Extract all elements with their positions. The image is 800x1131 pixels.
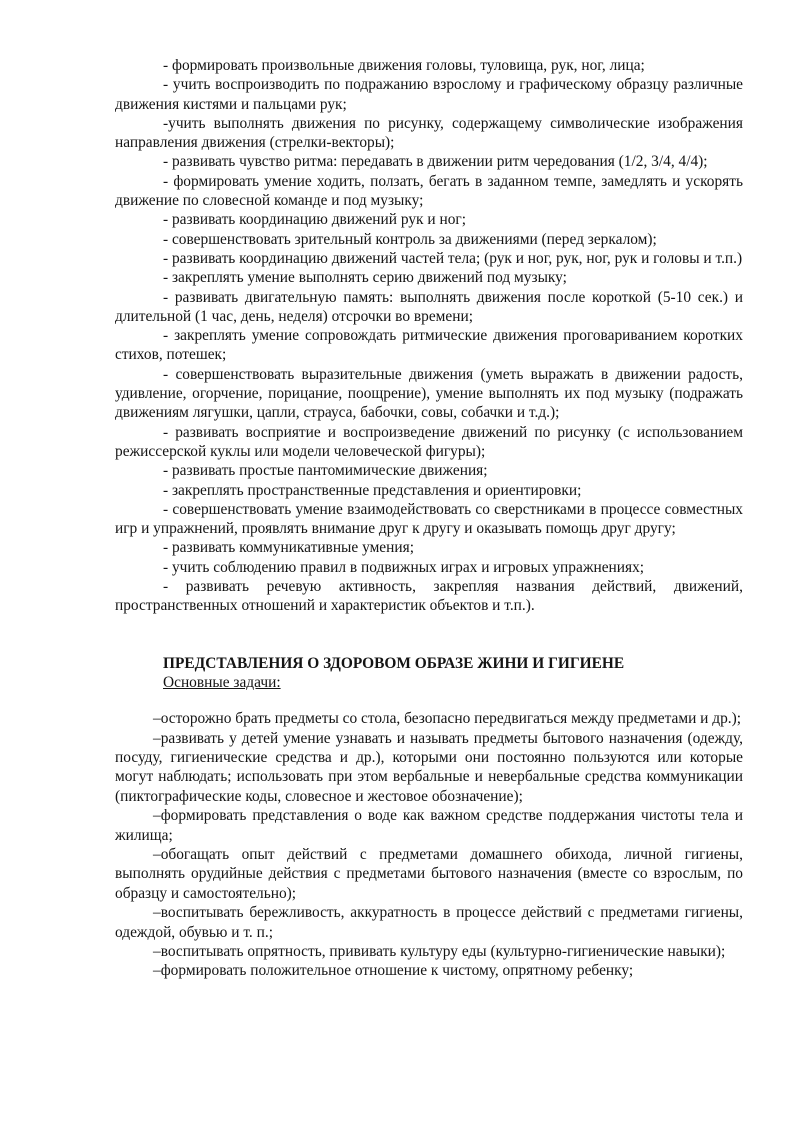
list-item: - совершенствовать выразительные движения (уметь выражать в движении радость, удивление, огорчение, порицание, поощрение), умение выполнять их под музыку (подражать движениям лягушки, цапли, страуса, бабочки, совы, собачки и т.д.); — [115, 365, 743, 422]
list-item: - закреплять пространственные представления и ориентировки; — [163, 481, 582, 499]
list-item: -учить выполнять движения по рисунку, содержащему символические изображения направления движения (стрелки-векторы); — [115, 114, 743, 152]
list-item: - учить соблюдению правил в подвижных играх и игровых упражнениях; — [163, 558, 645, 576]
section-spacer — [115, 616, 743, 654]
motor-tasks-list — [115, 56, 743, 616]
list-item: –формировать положительное отношение к чистому, опрятному ребенку; — [153, 962, 634, 980]
list-item: –осторожно брать предметы со стола, безопасно передвигаться между предметами и др.); — [153, 710, 742, 728]
list-item: –обогащать опыт действий с предметами домашнего обихода, личной гигиены, выполнять орудийные действия с предметами бытового назначения (вместе со взрослым, по образцу и самостоятельно); — [115, 846, 743, 902]
list-item: - развивать координацию движений частей тела; (рук и ног, рук, ног, рук и головы и т.п.) — [163, 249, 743, 267]
list-item: - учить воспроизводить по подражанию взрослому и графическому образцу различные движения кистями и пальцами рук; — [115, 76, 743, 113]
section-heading: ПРЕДСТАВЛЕНИЯ О ЗДОРОВОМ ОБРАЗЕ ЖИНИ И ГИГИЕНЕ — [163, 654, 625, 672]
list-item: –развивать у детей умение узнавать и называть предметы бытового назначения (одежду, посуду, гигиенические средства и др.), которыми они постоянно пользуются или которые могут наблюдать; использовать при этом вербальные и невербальные средства коммуникации (пиктографические коды, словесное и жестовое обозначение); — [115, 729, 743, 805]
list-item: - развивать восприятие и воспроизведение движений по рисунку (с использованием режиссерской куклы или модели человеческой фигуры); — [115, 423, 743, 460]
list-item: - развивать простые пантомимические движения; — [163, 462, 488, 480]
list-item: - развивать речевую активность, закрепляя названия действий, движений, пространственных отношений и характеристик объектов и т.п.). — [115, 578, 743, 615]
list-item: - закреплять умение выполнять серию движений под музыку; — [163, 269, 567, 287]
list-item: - совершенствовать умение взаимодействовать со сверстниками в процессе совместных игр и упражнений, проявлять внимание друг к другу и оказывать помощь друг другу; — [115, 500, 743, 538]
list-item: –воспитывать опрятность, прививать культуру еды (культурно-гигиенические навыки); — [153, 943, 726, 961]
hygiene-tasks-list — [115, 709, 743, 981]
list-item: - совершенствовать зрительный контроль за движениями (перед зеркалом); — [163, 230, 657, 248]
list-item: –формировать представления о воде как важном средстве поддержания чистоты тела и жилища; — [115, 807, 743, 844]
list-item: - закреплять умение сопровождать ритмические движения проговариванием коротких стихов, потешек; — [115, 327, 743, 364]
list-item: - развивать координацию движений рук и ног; — [163, 211, 466, 229]
section-subheading: Основные задачи: — [163, 673, 281, 691]
page-content — [115, 56, 743, 981]
list-item: - формировать умение ходить, ползать, бегать в заданном темпе, замедлять и ускорять движение по словесной команде и под музыку; — [115, 172, 743, 210]
list-item: - формировать произвольные движения головы, туловища, рук, ног, лица; — [163, 57, 645, 74]
list-item: - развивать коммуникативные умения; — [163, 539, 414, 557]
list-item: - развивать двигательную память: выполнять движения после короткой (5-10 сек.) и длительной (1 час, день, неделя) отсрочки во времени; — [115, 288, 743, 325]
list-item: –воспитывать бережливость, аккуратность в процессе действий с предметами гигиены, одеждой, обувью и т. п.; — [115, 904, 743, 941]
list-item: - развивать чувство ритма: передавать в движении ритм чередования (1/2, 3/4, 4/4); — [163, 153, 708, 171]
subheading-spacer — [115, 692, 743, 709]
